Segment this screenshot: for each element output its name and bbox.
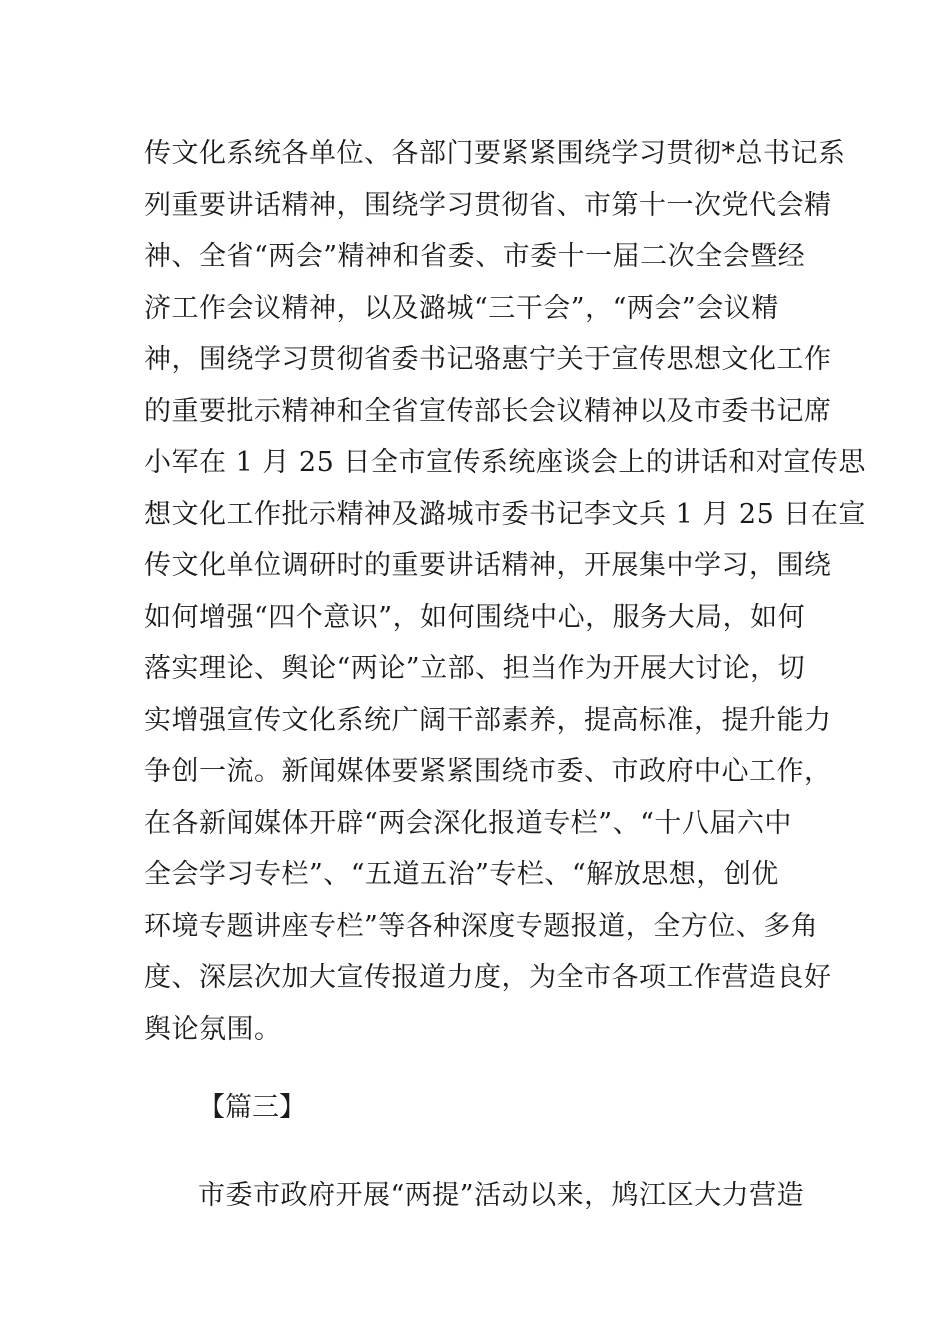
paragraph-line: 全会学习专栏”、“五道五治”专栏、“解放思想，创优 <box>144 859 779 890</box>
paragraph-line: 的重要批示精神和全省宣传部长会议精神以及市委书记席 <box>144 395 832 427</box>
paragraph-line: 度、深层次加大宣传报道力度，为全市各项工作营造良好 <box>144 962 832 993</box>
paragraph-line: 在各新闻媒体开辟“两会深化报道专栏”、“十八届六中 <box>144 807 792 839</box>
paragraph-line: 如何增强“四个意识”，如何围绕中心，服务大局，如何 <box>144 601 806 633</box>
paragraph-line: 小军在 1 月 25 日全市宣传系统座谈会上的讲话和对宣传思 <box>144 447 866 478</box>
paragraph-line: 落实理论、舆论“两论”立部、担当作为开展大讨论，切 <box>144 653 806 684</box>
paragraph-line: 济工作会议精神，以及潞城“三干会”，“两会”会议精 <box>144 292 779 324</box>
section-heading: 【篇三】 <box>198 1092 306 1123</box>
paragraph-line: 舆论氛围。 <box>144 1013 282 1045</box>
paragraph-line: 传文化系统各单位、各部门要紧紧围绕学习贯彻*总书记系 <box>144 138 846 169</box>
paragraph-line: 神、全省“两会”精神和省委、市委十一届二次全会暨经 <box>144 241 806 272</box>
paragraph-line: 列重要讲话精神，围绕学习贯彻省、市第十一次党代会精 <box>144 189 832 221</box>
paragraph-line: 争创一流。新闻媒体要紧紧围绕市委、市政府中心工作， <box>144 756 832 787</box>
next-paragraph-line: 市委市政府开展“两提”活动以来，鸠江区大力营造 <box>198 1180 805 1211</box>
paragraph-line: 想文化工作批示精神及潞城市委书记李文兵 1 月 25 日在宣 <box>144 498 866 530</box>
body-paragraph <box>144 128 866 1055</box>
paragraph-line: 神，围绕学习贯彻省委书记骆惠宁关于宣传思想文化工作 <box>144 344 832 375</box>
paragraph-line: 实增强宣传文化系统广阔干部素养，提高标准，提升能力 <box>144 704 832 736</box>
paragraph-line: 环境专题讲座专栏”等各种深度专题报道，全方位、多角 <box>144 910 819 942</box>
paragraph-line: 传文化单位调研时的重要讲话精神，开展集中学习，围绕 <box>144 550 832 581</box>
